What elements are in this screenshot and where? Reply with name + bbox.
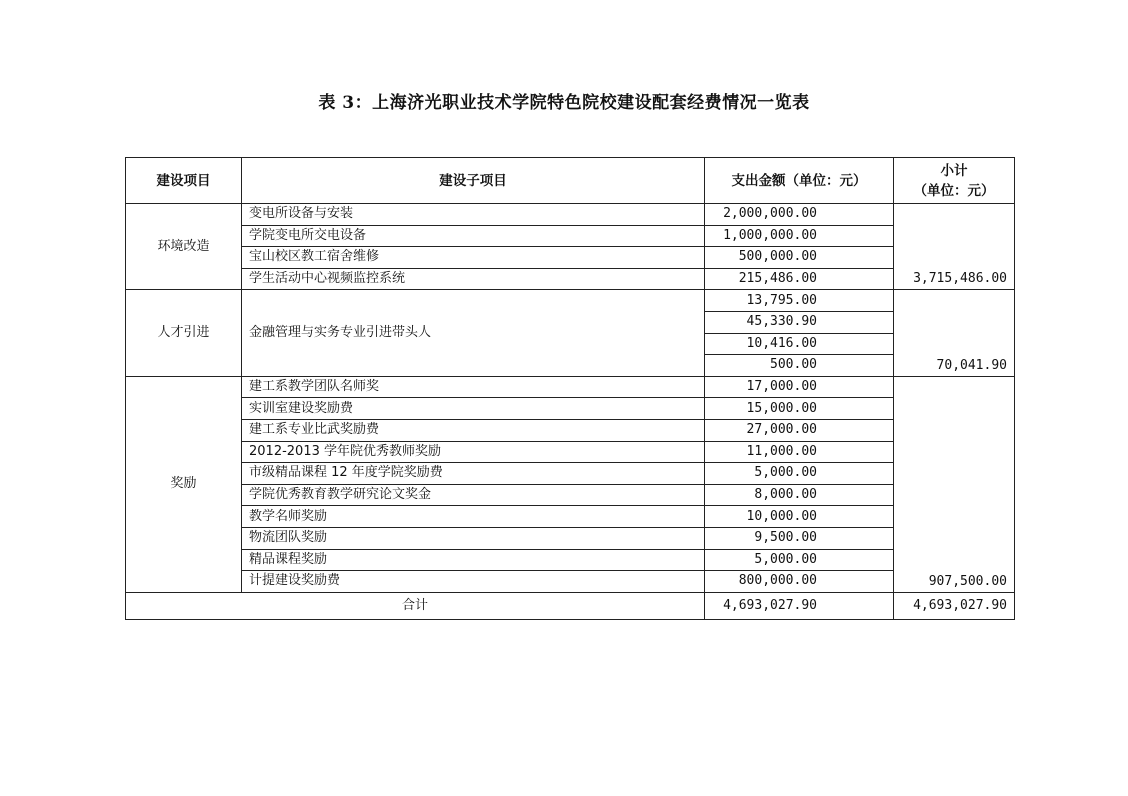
subitem-cell: 建工系教学团队名师奖 (242, 376, 705, 398)
header-subitem: 建设子项目 (242, 158, 705, 204)
amount-cell: 9,500.00 (705, 527, 894, 549)
subitem-cell: 金融管理与实务专业引进带头人 (242, 290, 705, 376)
table-row (126, 419, 1015, 441)
header-amount: 支出金额（单位：元） (705, 158, 894, 204)
amount-cell: 27,000.00 (705, 419, 894, 441)
table-row (126, 204, 1015, 226)
amount-cell: 11,000.00 (705, 441, 894, 463)
subitem-cell: 学院变电所交电设备 (242, 225, 705, 247)
table-row (126, 398, 1015, 420)
subitem-cell: 实训室建设奖励费 (242, 398, 705, 420)
total-row (126, 592, 1015, 619)
category-cell: 奖励 (126, 376, 242, 592)
subitem-cell: 建工系专业比武奖励费 (242, 419, 705, 441)
subitem-cell: 宝山校区教工宿舍维修 (242, 247, 705, 269)
amount-cell: 2,000,000.00 (705, 204, 894, 226)
table-row (126, 506, 1015, 528)
table-row (126, 376, 1015, 398)
header-subtotal-line2: （单位：元） (913, 182, 995, 199)
table-row (126, 290, 1015, 312)
subitem-cell: 学院优秀教育教学研究论文奖金 (242, 484, 705, 506)
funding-table (125, 157, 1015, 620)
table-row (126, 441, 1015, 463)
table-row (126, 247, 1015, 269)
subitem-cell: 计提建设奖励费 (242, 571, 705, 593)
table-row (126, 527, 1015, 549)
header-category: 建设项目 (126, 158, 242, 204)
header-row (126, 158, 1015, 204)
subtotal-cell: 907,500.00 (894, 376, 1015, 592)
amount-cell: 1,000,000.00 (705, 225, 894, 247)
subitem-cell: 2012-2013 学年院优秀教师奖励 (242, 441, 705, 463)
header-subtotal-line1: 小计 (940, 162, 968, 179)
amount-cell: 45,330.90 (705, 311, 894, 333)
amount-cell: 5,000.00 (705, 463, 894, 485)
category-cell: 人才引进 (126, 290, 242, 376)
page-title: 表 3：上海济光职业技术学院特色院校建设配套经费情况一览表 (318, 93, 810, 113)
amount-cell: 8,000.00 (705, 484, 894, 506)
subitem-cell: 学生活动中心视频监控系统 (242, 268, 705, 290)
total-amount: 4,693,027.90 (705, 592, 894, 619)
table-row (126, 225, 1015, 247)
amount-cell: 500,000.00 (705, 247, 894, 269)
subitem-cell: 教学名师奖励 (242, 506, 705, 528)
subtotal-cell: 3,715,486.00 (894, 204, 1015, 290)
table-row (126, 571, 1015, 593)
table-row (126, 549, 1015, 571)
header-subtotal (894, 158, 1015, 204)
total-label: 合计 (126, 592, 705, 619)
amount-cell: 13,795.00 (705, 290, 894, 312)
subitem-cell: 市级精品课程 12 年度学院奖励费 (242, 463, 705, 485)
amount-cell: 15,000.00 (705, 398, 894, 420)
amount-cell: 17,000.00 (705, 376, 894, 398)
amount-cell: 10,000.00 (705, 506, 894, 528)
amount-cell: 10,416.00 (705, 333, 894, 355)
subitem-cell: 物流团队奖励 (242, 527, 705, 549)
amount-cell: 800,000.00 (705, 571, 894, 593)
table-row (126, 484, 1015, 506)
subitem-cell: 变电所设备与安装 (242, 204, 705, 226)
category-cell: 环境改造 (126, 204, 242, 290)
table-row (126, 268, 1015, 290)
total-subtotal: 4,693,027.90 (894, 592, 1015, 619)
amount-cell: 215,486.00 (705, 268, 894, 290)
amount-cell: 500.00 (705, 355, 894, 377)
table-row (126, 463, 1015, 485)
subitem-cell: 精品课程奖励 (242, 549, 705, 571)
amount-cell: 5,000.00 (705, 549, 894, 571)
subtotal-cell: 70,041.90 (894, 290, 1015, 376)
